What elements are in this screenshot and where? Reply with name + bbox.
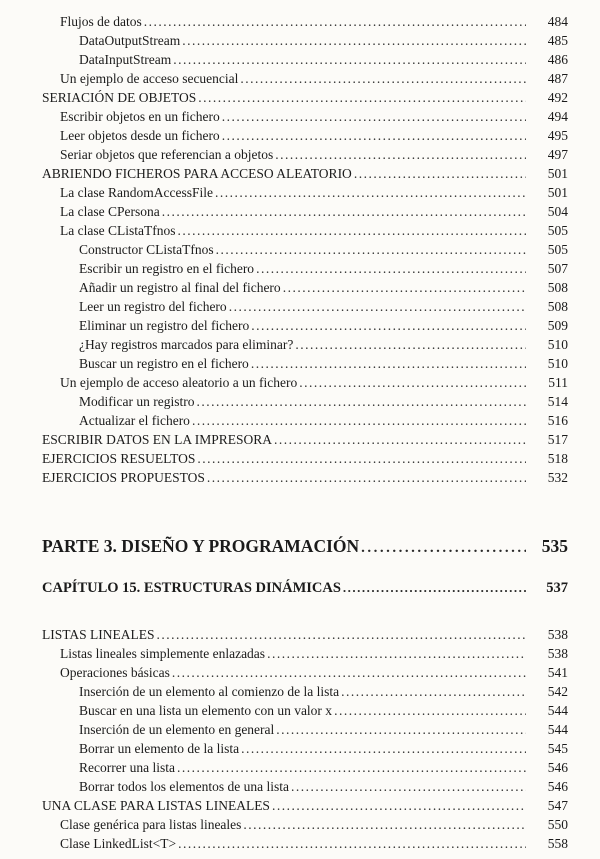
toc-entry-title: DataOutputStream [79,33,181,48]
toc-entry-page: 486 [547,52,568,67]
toc-entry-title: EJERCICIOS PROPUESTOS [42,470,205,485]
dotted-leader [341,682,526,701]
toc-entry-page: 495 [547,128,568,143]
dotted-leader [197,449,526,468]
toc-entry [42,777,568,796]
toc-entry [42,373,568,392]
toc-entry [42,430,568,449]
dotted-leader [216,240,526,259]
toc-entry-page: 547 [547,798,568,813]
toc-entry-title: EJERCICIOS RESUELTOS [42,451,196,466]
dotted-leader [173,50,526,69]
dotted-leader [157,625,526,644]
toc-entry [42,88,568,107]
toc-entry [42,449,568,468]
dotted-leader [240,69,526,88]
toc-entry-title: Un ejemplo de acceso secuencial [60,71,239,86]
toc-entry-title: Leer un registro del fichero [79,299,227,314]
toc-entry [42,297,568,316]
toc-entry-page: 487 [547,71,568,86]
dotted-leader [241,739,526,758]
toc-entry-page: 514 [547,394,568,409]
toc-entry [42,644,568,663]
toc-entry [42,31,568,50]
toc-entry-page: 546 [547,779,568,794]
toc-entry-title: Escribir objetos en un fichero [60,109,220,124]
toc-entry-title: Buscar un registro en el fichero [79,356,249,371]
dotted-leader [229,297,526,316]
dotted-leader [144,12,526,31]
dotted-leader [267,644,526,663]
dotted-leader [251,354,526,373]
dotted-leader [177,758,526,777]
toc-entry-title: Clase LinkedList<T> [60,836,177,851]
toc-entry-page: 518 [547,451,568,466]
toc-entry-page: 509 [547,318,568,333]
toc-entry [42,758,568,777]
toc-entry [42,663,568,682]
toc-entry-page: 538 [547,646,568,661]
toc-entry-page: 538 [547,627,568,642]
dotted-leader [334,701,526,720]
toc-entry-page: 558 [547,836,568,851]
toc-entry-title: Eliminar un registro del fichero [79,318,250,333]
toc-entry [42,468,568,487]
dotted-leader [343,577,526,599]
part-heading [42,533,568,561]
toc-entry-title: Borrar todos los elementos de una lista [79,779,289,794]
toc-entry-title: Constructor CListaTfnos [79,242,214,257]
toc-entry-page: 485 [547,33,568,48]
toc-entry [42,202,568,221]
dotted-leader [172,663,526,682]
toc-entry-page: 504 [547,204,568,219]
toc-entry [42,316,568,335]
toc-entry-title: ¿Hay registros marcados para eliminar? [79,337,294,352]
dotted-leader [354,164,526,183]
toc-entry-page: 510 [547,337,568,352]
toc-entry-page: 508 [547,280,568,295]
dotted-leader [196,392,526,411]
toc-entry [42,815,568,834]
toc-entry [42,354,568,373]
toc-entry-page: 501 [547,166,568,181]
toc-entry [42,720,568,739]
dotted-leader [299,373,526,392]
dotted-leader [207,468,526,487]
dotted-leader [283,278,526,297]
toc-entry [42,392,568,411]
dotted-leader [222,126,526,145]
toc-entry-page: 497 [547,147,568,162]
dotted-leader [162,202,526,221]
toc-entry-page: 546 [547,760,568,775]
toc-entry-title: ABRIENDO FICHEROS PARA ACCESO ALEATORIO [42,166,352,181]
toc-entry-page: 505 [547,242,568,257]
toc-entry-title: Recorrer una lista [79,760,175,775]
toc-entry-page: 544 [547,703,568,718]
toc-entry [42,701,568,720]
toc-entry [42,107,568,126]
chapter-heading [42,577,568,599]
toc-entry-title: Buscar en una lista un elemento con un valor x [79,703,333,718]
toc-entry-title: Un ejemplo de acceso aleatorio a un fichero [60,375,298,390]
toc-entry-title: Inserción de un elemento al comienzo de la lista [79,684,340,699]
toc-entry-title: Seriar objetos que referencian a objetos [60,147,274,162]
toc-entry-page: 484 [547,14,568,29]
toc-section-1 [42,12,568,487]
toc-entry [42,50,568,69]
toc-entry-page: 545 [547,741,568,756]
toc-entry-title: Operaciones básicas [60,665,170,680]
toc-entry [42,12,568,31]
toc-entry-title: Borrar un elemento de la lista [79,741,240,756]
toc-entry-page: 492 [547,90,568,105]
dotted-leader [198,88,526,107]
dotted-leader [275,145,526,164]
toc-entry [42,335,568,354]
toc-entry [42,240,568,259]
toc-entry-page: 550 [547,817,568,832]
toc-entry [42,411,568,430]
toc-entry [42,145,568,164]
toc-entry-page: 541 [547,665,568,680]
toc-entry-title: SERIACIÓN DE OBJETOS [42,90,197,105]
toc-entry [42,69,568,88]
dotted-leader [256,259,526,278]
dotted-leader [291,777,526,796]
dotted-leader [192,411,526,430]
toc-entry-page: 544 [547,722,568,737]
toc-entry-page: 494 [547,109,568,124]
dotted-leader [177,221,526,240]
dotted-leader [178,834,526,853]
toc-entry-title: Añadir un registro al final del fichero [79,280,281,295]
toc-entry [42,682,568,701]
toc-entry-title: LISTAS LINEALES [42,627,155,642]
toc-entry [42,278,568,297]
toc-entry-title: La clase CPersona [60,204,160,219]
toc-entry-page: 507 [547,261,568,276]
toc-entry-title: ESCRIBIR DATOS EN LA IMPRESORA [42,432,273,447]
toc-entry-page: 532 [547,470,568,485]
toc-entry-page: 510 [547,356,568,371]
toc-entry [42,834,568,853]
toc-entry [42,221,568,240]
dotted-leader [215,183,526,202]
toc-entry-title: Inserción de un elemento en general [79,722,275,737]
toc-entry-title: La clase CListaTfnos [60,223,176,238]
toc-entry [42,796,568,815]
dotted-leader [182,31,526,50]
chapter-heading-page: 537 [546,580,568,596]
toc-entry-page: 516 [547,413,568,428]
toc-entry [42,183,568,202]
toc-entry-page: 542 [547,684,568,699]
toc-entry [42,164,568,183]
toc-entry-title: Flujos de datos [60,14,142,29]
dotted-leader [276,720,526,739]
dotted-leader [361,535,526,561]
part-heading-title: PARTE 3. DISEÑO Y PROGRAMACIÓN [42,536,360,556]
toc-entry-title: Actualizar el fichero [79,413,190,428]
toc-section-2 [42,625,568,853]
toc-entry [42,625,568,644]
toc-entry-page: 505 [547,223,568,238]
part-heading-page: 535 [541,536,568,556]
toc-entry-page: 501 [547,185,568,200]
toc-entry-title: DataInputStream [79,52,172,67]
toc-entry-title: Modificar un registro [79,394,195,409]
toc-entry [42,126,568,145]
toc-entry [42,739,568,758]
dotted-leader [251,316,526,335]
dotted-leader [295,335,526,354]
toc-entry-title: Leer objetos desde un fichero [60,128,220,143]
dotted-leader [243,815,526,834]
toc-entry-page: 511 [548,375,568,390]
dotted-leader [222,107,526,126]
toc-entry-title: La clase RandomAccessFile [60,185,213,200]
toc-entry-page: 517 [547,432,568,447]
toc-entry-title: Escribir un registro en el fichero [79,261,255,276]
toc-entry-title: Listas lineales simplemente enlazadas [60,646,266,661]
dotted-leader [272,796,526,815]
toc-entry-title: UNA CLASE PARA LISTAS LINEALES [42,798,270,813]
chapter-heading-title: CAPÍTULO 15. ESTRUCTURAS DINÁMICAS [42,580,341,596]
toc-entry-title: Clase genérica para listas lineales [60,817,242,832]
toc-entry [42,259,568,278]
dotted-leader [274,430,526,449]
toc-entry-page: 508 [547,299,568,314]
